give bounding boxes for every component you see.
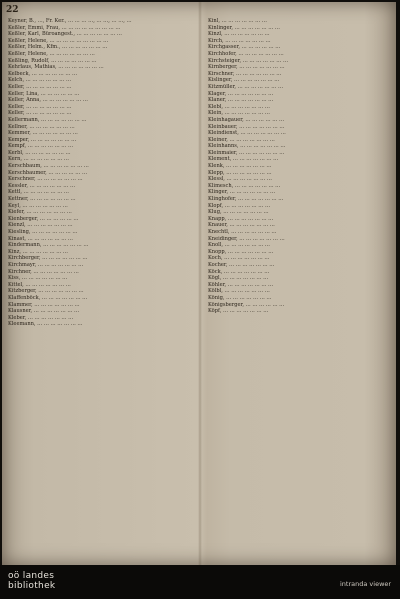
right-column (208, 18, 392, 563)
directory-entry: Keyl, … … … … … … … (8, 202, 68, 209)
directory-entry: Keßler, Helene, … … … … … … … (8, 50, 95, 57)
scanned-page (2, 2, 396, 565)
left-column (8, 18, 192, 563)
directory-entry: Kirchmayr, … … … … … … … (8, 261, 84, 268)
directory-entry: Kiefer, … … … … … … … (8, 209, 72, 216)
directory-entry: Klimesch, … … … … … … … (208, 182, 281, 189)
directory-entry: Kindermann, … … … … … … … (8, 242, 89, 249)
directory-entry: Keller, … … … … … … … (8, 83, 72, 90)
directory-entry: Kleinhagauer, … … … … … … (208, 116, 285, 123)
directory-entry: Keßling, Rudolf, … … … … … … … (8, 57, 97, 64)
directory-entry: Kienzl, … … … … … … … (8, 222, 73, 229)
directory-entry: Kögl, … … … … … … … (208, 275, 269, 282)
directory-entry: Kleinbauer, … … … … … … … (208, 123, 285, 130)
directory-entry: Kinzl, … … … … … … … (208, 31, 270, 38)
directory-entry: Kerbl, … … … … … … … (8, 149, 71, 156)
directory-entry: Kirnberger, … … … … … … … (208, 64, 285, 71)
library-logo[interactable] (8, 571, 55, 591)
directory-entry: Kirschner, … … … … … … … (208, 70, 282, 77)
directory-entry: Kettner, … … … … … … … (8, 196, 76, 203)
directory-entry: Kerschbaum, … … … … … … … (8, 163, 89, 170)
directory-entry: Klager, … … … … … … … (208, 90, 274, 97)
directory-entry: Klepp, … … … … … … … (208, 169, 272, 176)
directory-entry: Kern, … … … … … … … (8, 156, 70, 163)
directory-entry: Kelch, … … … … … … … (8, 77, 72, 84)
directory-entry: Köhler, … … … … … … … (208, 281, 274, 288)
directory-entry: Klessl, … … … … … … … (208, 176, 272, 183)
directory-entry: Kleinmaier, … … … … … … … (208, 149, 285, 156)
directory-entry: Klopf, … … … … … … … (208, 202, 271, 209)
directory-entry: Knoll, … … … … … … … (208, 242, 271, 249)
directory-entry: Knechtl, … … … … … … … (208, 229, 277, 235)
directory-entry: Kirchsteiger, … … … … … … … (208, 57, 289, 64)
column-divider (198, 2, 202, 565)
directory-entry: Keyner, B., …, Fr. Ker., … … … …, … …, … …, … (8, 18, 132, 24)
directory-entry: Kempf, … … … … … … … (8, 143, 74, 150)
directory-entry: Koch, … … … … … … … (208, 255, 270, 262)
directory-entry: Keller, Lina, … … … … … … (8, 90, 80, 97)
directory-entry: Kleindienst, … … … … … … … (208, 130, 286, 137)
directory-entry: Klug, … … … … … … … (208, 209, 269, 216)
directory-entry: Klinghofer, … … … … … … … (208, 196, 284, 203)
directory-entry: Kehrlaus, Mathias, … … … … … … … (8, 64, 104, 71)
directory-entry: Kinast, … … … … … … … (8, 235, 74, 242)
directory-entry: Kemper, … … … … … … … (8, 136, 77, 143)
directory-entry: Keßler, Emmi, Frau, … … … … … … … … … (8, 24, 121, 31)
directory-entry: Keßler, Helm., Kfm., … … … … … … … (8, 44, 108, 51)
directory-entry: Köck, … … … … … … … (208, 268, 270, 275)
directory-entry: Köpf, … … … … … … … (208, 308, 269, 315)
directory-entry: Keßler, Helene, … … … … … … … … … (8, 37, 109, 44)
directory-entry: Klammer, … … … … … … … (8, 301, 80, 308)
logo-line-2: bibliothek (8, 581, 56, 591)
directory-entry: Kislinger, … … … … … … … (208, 77, 280, 84)
directory-entry: Königsberger, … … … … … … (208, 301, 285, 308)
directory-entry: Kelbeck, … … … … … … … (8, 70, 78, 77)
viewer-label[interactable]: intranda viewer (340, 580, 392, 588)
directory-entry: Klenk, … … … … … … … (208, 163, 272, 170)
directory-entry: Klinger, … … … … … … … (208, 189, 276, 196)
directory-entry: Kleber, … … … … … … … (8, 314, 74, 321)
directory-entry: König, … … … … … … … (208, 294, 272, 301)
directory-entry: Kitzberger, … … … … … … … (8, 288, 84, 295)
directory-entry: Kitzmüller, … … … … … … … (208, 83, 284, 90)
directory-entry: Kellner, … … … … … … … (8, 123, 75, 130)
directory-entry: Kölbl, … … … … … … … (208, 288, 270, 295)
directory-entry: Kettl, … … … … … … … (8, 189, 70, 196)
directory-entry: Kemmer, … … … … … … … (8, 130, 78, 137)
directory-entry: Kleiner, … … … … … … … (208, 136, 275, 143)
directory-entry: Klaffenböck, … … … … … … … (8, 294, 88, 301)
directory-entry: Knauer, … … … … … … … (208, 222, 275, 229)
directory-entry: Kienberger, … … … … … … (8, 215, 79, 222)
directory-entry: Knapp, … … … … … … … (208, 215, 274, 222)
directory-entry: Kirchberger, … … … … … … … (8, 255, 88, 262)
directory-entry: Keller, … … … … … … … (8, 103, 72, 110)
directory-entry: Kinlinger, … … … … … … … (208, 24, 281, 31)
directory-entry: Knopp, … … … … … … … (208, 248, 274, 255)
directory-entry: Keller, … … … … … … … (8, 110, 72, 117)
directory-entry: Klein, … … … … … … … (208, 110, 270, 117)
directory-entry: Klausner, … … … … … … … (8, 308, 80, 315)
directory-entry: Kittel, … … … … … … … (8, 281, 71, 288)
logo-line-1: oö landes (8, 571, 55, 581)
directory-entry: Keßler, Karl, Büroangest., … … … … … … … (8, 31, 122, 38)
page-number: 22 (6, 5, 19, 15)
directory-entry: Kessler, … … … … … … … (8, 182, 76, 189)
directory-entry: Kerschbaumer, … … … … … … (8, 169, 88, 176)
directory-entry: Kleemann, … … … … … … … (8, 321, 83, 328)
directory-entry: Kiss, … … … … … … … (8, 275, 68, 282)
directory-entry: Kellermann, … … … … … … … (8, 116, 87, 123)
directory-entry: Kirch, … … … … … … … (208, 37, 271, 44)
directory-entry: Kinz, … … … … … … … (8, 248, 69, 255)
directory-entry: Kerschner, … … … … … … … (8, 176, 83, 183)
directory-entry: Kirchhofer, … … … … … … … (208, 50, 284, 57)
directory-entry: Kiesling, … … … … … … … (8, 229, 78, 235)
directory-entry: Klebl, … … … … … … … (208, 103, 270, 110)
directory-entry: Kinl, … … … … … … … (208, 18, 267, 24)
directory-entry: Klaner, … … … … … … … (208, 97, 274, 104)
directory-entry: Kneidinger, … … … … … … … (208, 235, 285, 242)
directory-entry: Kocher, … … … … … … … (208, 261, 275, 268)
directory-entry: Keller, Anna, … … … … … … … (8, 97, 88, 104)
directory-entry: Kirchner, … … … … … … … (8, 268, 79, 275)
directory-entry: Kirchgasser, … … … … … … (208, 44, 281, 51)
directory-entry: Kleinhanns, … … … … … … … (208, 143, 286, 150)
directory-entry: Klement, … … … … … … … (208, 156, 279, 163)
